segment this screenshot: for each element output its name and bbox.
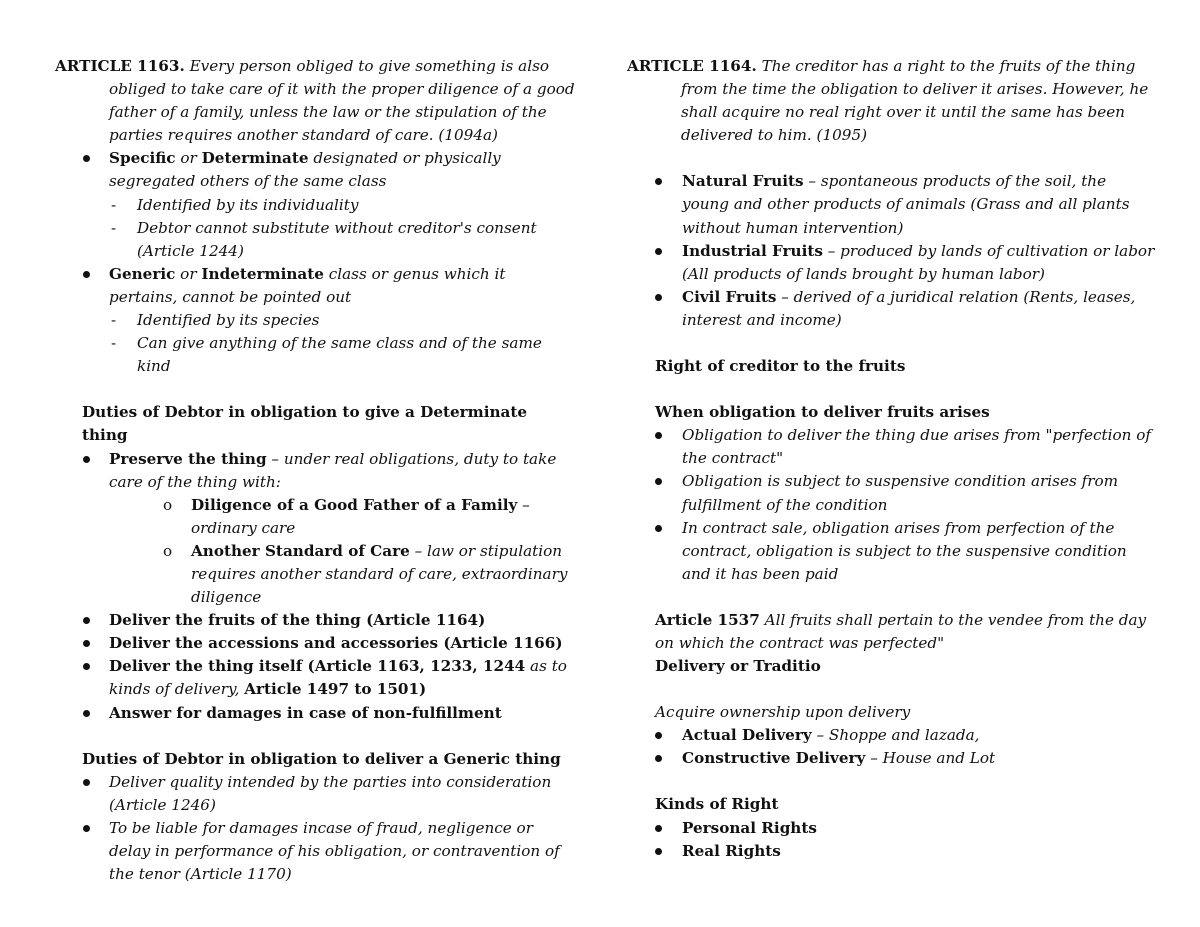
list-item: In contract sale, obligation arises from perfection of the contract, obligation is subject to the suspensive condition and it has been paid — [627, 517, 1157, 586]
sub-item: - Identified by its individuality — [55, 194, 575, 217]
bullet-icon — [83, 710, 90, 717]
list-item: Civil Fruits – derived of a juridical relation (Rents, leases, interest and income) — [627, 286, 1157, 332]
article-1164-text: The creditor has a right to the fruits of the thing from the time the obligation to deliver it arises. However, he shall acquire no real right over it until the same has been delivered to him. (1095) — [681, 57, 1149, 145]
bullet-icon — [655, 848, 662, 855]
list-item: Deliver the fruits of the thing (Article 1164) — [55, 609, 575, 632]
article-1163-heading: ARTICLE 1163. — [55, 57, 185, 75]
bullet-icon — [655, 248, 662, 255]
list-item: Deliver quality intended by the parties into consideration (Article 1246) — [55, 771, 575, 817]
acquire-ownership-text: Acquire ownership upon delivery — [655, 703, 911, 722]
article-1164-heading: ARTICLE 1164. — [627, 57, 757, 75]
list-item: Preserve the thing – under real obligations, duty to take care of the thing with: — [55, 448, 575, 494]
list-item: Constructive Delivery – House and Lot — [627, 747, 1157, 770]
circle-bullet-icon: o — [163, 495, 173, 514]
bullet-icon — [655, 294, 662, 301]
sub-item: - Debtor cannot substitute without creditor's consent (Article 1244) — [111, 218, 537, 260]
list-item-specific: Specific or Determinate designated or physically segregated others of the same class — [55, 147, 575, 193]
list-item: Obligation is subject to suspensive condition arises from fulfillment of the condition — [627, 470, 1157, 516]
right-column — [627, 55, 1157, 863]
bullet-icon — [655, 525, 662, 532]
sub-item: - Can give anything of the same class and of the same kind — [111, 334, 542, 376]
sub-item: o Diligence of a Good Father of a Family – ordinary care — [163, 495, 530, 537]
article-1164 — [627, 55, 1157, 147]
heading-right-of-creditor: Right of creditor to the fruits — [655, 357, 906, 376]
list-item: Deliver the accessions and accessories (Article 1166) — [55, 632, 575, 655]
kinds-of-right-list — [627, 817, 1157, 863]
bullet-icon — [83, 271, 90, 278]
bullet-icon — [655, 825, 662, 832]
article-1163-text: Every person obliged to give something is also obliged to take care of it with the proper diligence of a good father of a family, unless the law or the stipulation of the parties requires another standard of care. (1094a) — [109, 57, 575, 145]
heading-generic-duties: Duties of Debtor in obligation to deliver a Generic thing — [82, 749, 561, 768]
obligation-arises-list — [627, 424, 1157, 586]
dash-icon: - — [111, 334, 117, 353]
generic-duties-list — [55, 771, 575, 886]
determinate-duties-list — [55, 448, 575, 725]
heading-kinds-of-right: Kinds of Right — [655, 795, 779, 814]
circle-bullet-icon: o — [163, 541, 173, 560]
delivery-list — [627, 724, 1157, 770]
list-item-generic: Generic or Indeterminate class or genus which it pertains, cannot be pointed out — [55, 263, 575, 309]
bullet-icon — [83, 825, 90, 832]
dash-icon: - — [111, 218, 117, 237]
article-1163 — [55, 55, 575, 147]
heading-determinate-duties: Duties of Debtor in obligation to give a Determinate thing — [82, 403, 528, 445]
sub-item: o Another Standard of Care – law or stipulation requires another standard of care, extraordinary diligence — [163, 541, 568, 607]
list-item: To be liable for damages incase of fraud, negligence or delay in performance of his obligation, or contravention of the tenor (Article 1170) — [55, 817, 575, 886]
article-1537: Article 1537 All fruits shall pertain to the vendee from the day on which the contract was perfected" — [655, 610, 1147, 652]
bullet-icon — [83, 779, 90, 786]
list-item: Industrial Fruits – produced by lands of cultivation or labor (All products of lands brought by human labor) — [627, 240, 1157, 286]
dash-icon: - — [111, 195, 117, 214]
left-column — [55, 55, 575, 886]
dash-icon: - — [111, 311, 117, 330]
bullet-icon — [83, 640, 90, 647]
bullet-icon — [655, 178, 662, 185]
list-item: Answer for damages in case of non-fulfillment — [55, 702, 575, 725]
bullet-icon — [83, 663, 90, 670]
bullet-icon — [655, 432, 662, 439]
bullet-icon — [655, 755, 662, 762]
list-item: Personal Rights — [627, 817, 1157, 840]
list-item: Natural Fruits – spontaneous products of the soil, the young and other products of animals (Grass and all plants without human intervention) — [627, 170, 1157, 239]
fruits-list — [627, 170, 1157, 332]
list-item: Deliver the thing itself (Article 1163, 1233, 1244 as to kinds of delivery, Article 1497 to 1501) — [55, 655, 575, 701]
heading-delivery: Delivery or Traditio — [655, 657, 821, 676]
bullet-icon — [83, 617, 90, 624]
heading-when-obligation: When obligation to deliver fruits arises — [655, 403, 990, 422]
list-item: Real Rights — [627, 840, 1157, 863]
bullet-icon — [83, 155, 90, 162]
list-item: Obligation to deliver the thing due arises from "perfection of the contract" — [627, 424, 1157, 470]
list-item: Actual Delivery – Shoppe and lazada, — [627, 724, 1157, 747]
bullet-icon — [655, 478, 662, 485]
bullet-icon — [83, 456, 90, 463]
bullet-icon — [655, 732, 662, 739]
thing-types-list — [55, 147, 575, 378]
sub-item: - Identified by its species — [55, 309, 575, 332]
